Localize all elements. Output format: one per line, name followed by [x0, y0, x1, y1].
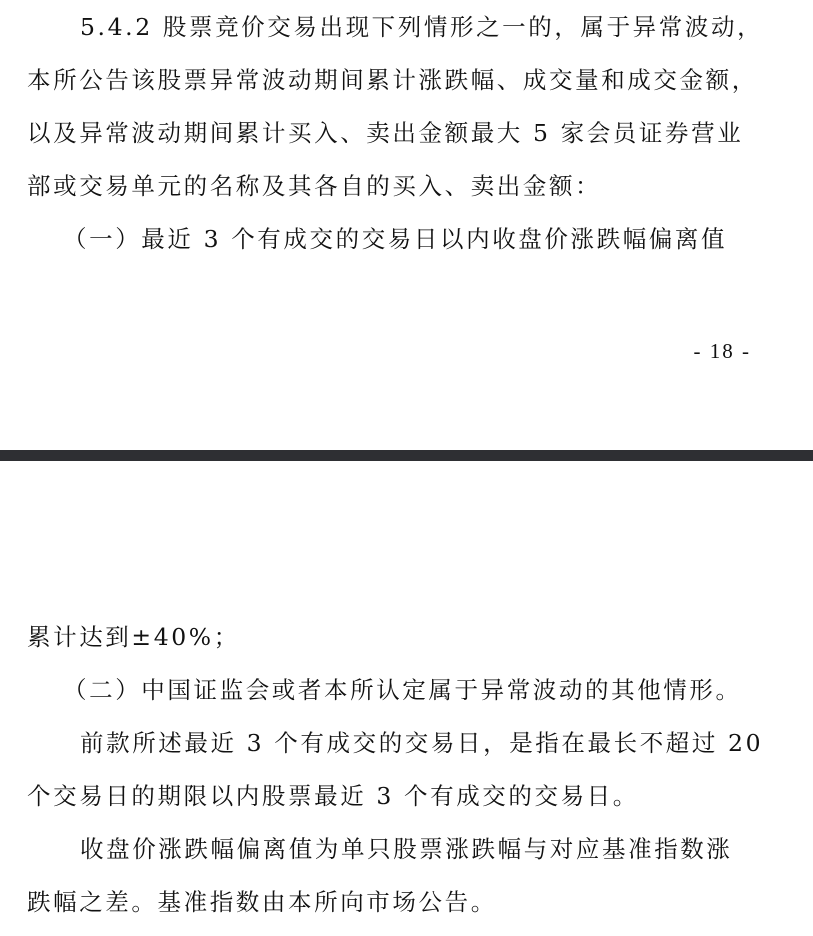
- clause-line: 跌幅之差。基准指数由本所向市场公告。: [27, 888, 497, 916]
- clause-line: 收盘价涨跌幅偏离值为单只股票涨跌幅与对应基准指数涨: [80, 835, 733, 863]
- clause-line: 前款所述最近 3 个有成交的交易日，是指在最长不超过 20: [80, 729, 764, 757]
- clause-line: 部或交易单元的名称及其各自的买入、卖出金额：: [27, 172, 602, 200]
- clause-line: （二）中国证监会或者本所认定属于异常波动的其他情形。: [63, 676, 742, 704]
- clause-line: （一）最近 3 个有成交的交易日以内收盘价涨跌幅偏离值: [63, 225, 728, 253]
- clause-line: 5.4.2 股票竞价交易出现下列情形之一的，属于异常波动，: [80, 13, 764, 41]
- clause-text-top: [27, 1, 764, 266]
- clause-text-bottom: [27, 611, 764, 929]
- page-divider: [0, 450, 813, 461]
- clause-line: 个交易日的期限以内股票最近 3 个有成交的交易日。: [27, 782, 639, 810]
- clause-line: 以及异常波动期间累计买入、卖出金额最大 5 家会员证券营业: [27, 119, 744, 147]
- page-top: [0, 0, 813, 450]
- page-bottom: [0, 461, 813, 936]
- clause-line: 累计达到±40%；: [27, 623, 240, 651]
- page-number: - 18 -: [693, 339, 751, 363]
- clause-line: 本所公告该股票异常波动期间累计涨跌幅、成交量和成交金额，: [27, 66, 758, 94]
